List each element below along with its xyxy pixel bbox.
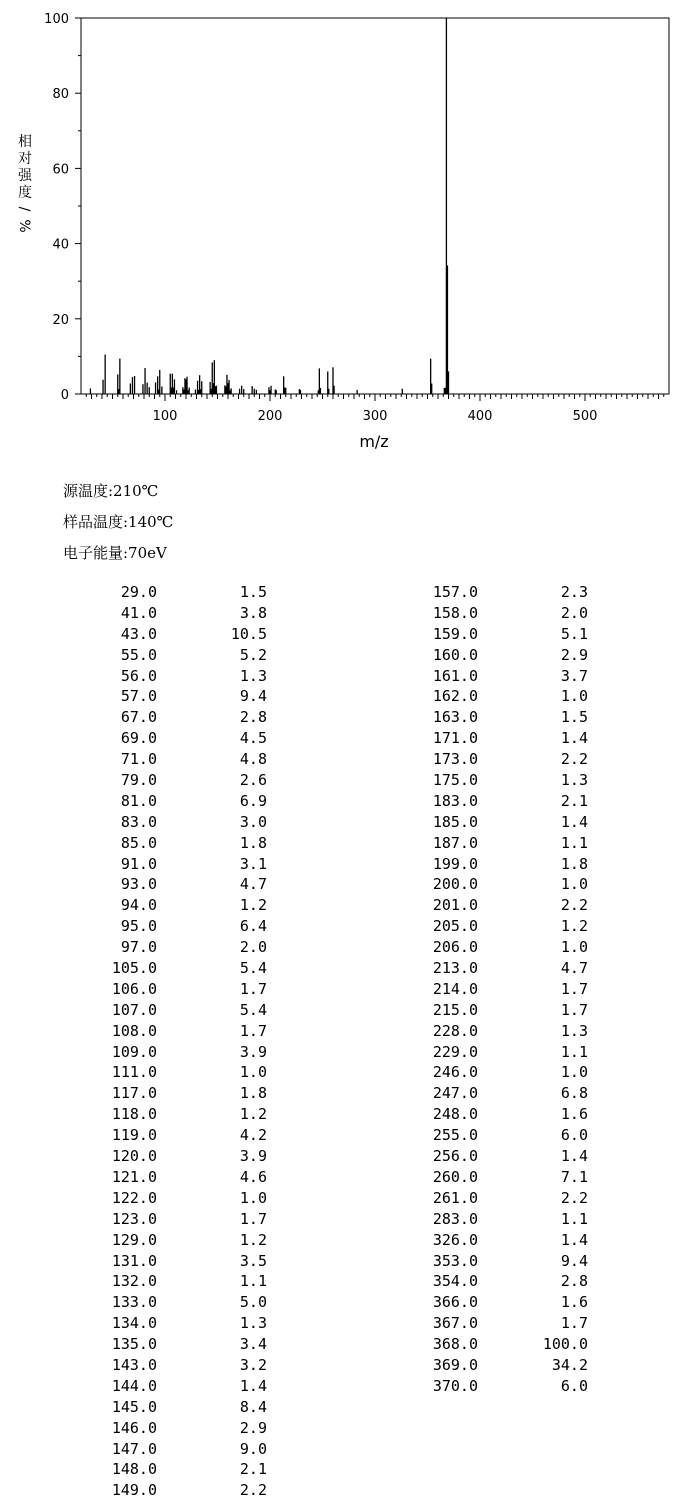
- mz-value: 43.0: [120, 624, 157, 643]
- intensity-value: 1.3: [239, 1314, 267, 1333]
- table-row: [422, 1230, 588, 1251]
- mz-value: 91.0: [120, 854, 157, 873]
- table-row: [422, 728, 588, 749]
- intensity-value: 6.0: [560, 1376, 588, 1395]
- table-row: [101, 854, 267, 875]
- intensity-value: 1.3: [239, 666, 267, 685]
- mz-value: 29.0: [120, 583, 157, 601]
- table-row: [101, 791, 267, 812]
- mz-value: 173.0: [432, 750, 478, 769]
- table-row: [101, 666, 267, 687]
- intensity-value: 2.0: [560, 603, 588, 622]
- intensity-value: 1.2: [239, 1230, 267, 1249]
- intensity-value: 9.4: [560, 1251, 588, 1270]
- table-row: [101, 1439, 267, 1460]
- mz-value: 206.0: [432, 938, 478, 957]
- mz-value: 171.0: [432, 729, 478, 748]
- table-row: [101, 1021, 267, 1042]
- table-row: [422, 645, 588, 666]
- mz-value: 56.0: [120, 666, 157, 685]
- table-row: [101, 770, 267, 791]
- x-tick-label: 200: [257, 409, 283, 424]
- intensity-value: 3.9: [239, 1147, 267, 1166]
- intensity-value: 1.7: [239, 979, 267, 998]
- peak-table-right: [422, 582, 588, 1397]
- mz-value: 229.0: [432, 1042, 478, 1061]
- intensity-value: 1.6: [560, 1105, 588, 1124]
- table-row: [422, 895, 588, 916]
- intensity-value: 1.0: [239, 1188, 267, 1207]
- intensity-value: 5.1: [560, 624, 588, 643]
- table-row: [422, 770, 588, 791]
- mz-value: 111.0: [111, 1063, 157, 1082]
- intensity-value: 3.7: [560, 666, 588, 685]
- mz-value: 41.0: [120, 603, 157, 622]
- table-row: [101, 1480, 267, 1501]
- table-row: [422, 1355, 588, 1376]
- intensity-value: 1.7: [560, 1000, 588, 1019]
- mz-value: 326.0: [432, 1230, 478, 1249]
- intensity-value: 6.0: [560, 1126, 588, 1145]
- table-row: [101, 1459, 267, 1480]
- y-axis-label-char: 对: [18, 151, 32, 167]
- y-tick-label: 40: [52, 237, 69, 253]
- table-row: [422, 979, 588, 1000]
- table-row: [101, 958, 267, 979]
- table-row: [422, 1271, 588, 1292]
- table-row: [101, 1083, 267, 1104]
- y-tick-label: 0: [60, 388, 69, 403]
- intensity-value: 1.0: [239, 1063, 267, 1082]
- intensity-value: 1.4: [560, 812, 588, 831]
- table-row: [422, 916, 588, 937]
- table-row: [422, 1188, 588, 1209]
- intensity-value: 4.6: [239, 1167, 267, 1186]
- table-row: [101, 707, 267, 728]
- mz-value: 215.0: [432, 1000, 478, 1019]
- intensity-value: 8.4: [239, 1397, 267, 1416]
- intensity-value: 7.1: [560, 1167, 588, 1186]
- intensity-value: 6.8: [560, 1084, 588, 1103]
- intensity-value: 2.8: [560, 1272, 588, 1291]
- table-row: [422, 1167, 588, 1188]
- y-tick-label: 60: [52, 162, 69, 178]
- mz-value: 366.0: [432, 1293, 478, 1312]
- intensity-value: 6.4: [239, 917, 267, 936]
- table-row: [422, 1334, 588, 1355]
- mz-value: 205.0: [432, 917, 478, 936]
- mz-value: 117.0: [111, 1084, 157, 1103]
- table-row: [101, 582, 267, 603]
- mz-value: 185.0: [432, 812, 478, 831]
- mz-value: 260.0: [432, 1167, 478, 1186]
- sample-temperature: 样品温度:140℃: [63, 513, 174, 531]
- intensity-value: 3.4: [239, 1335, 267, 1354]
- mz-value: 201.0: [432, 896, 478, 915]
- y-axis-label-char: /: [16, 206, 32, 212]
- table-row: [101, 1209, 267, 1230]
- mz-value: 146.0: [111, 1418, 157, 1437]
- mz-value: 69.0: [120, 729, 157, 748]
- table-row: [422, 791, 588, 812]
- mz-value: 159.0: [432, 624, 478, 643]
- table-row: [101, 1042, 267, 1063]
- table-row: [422, 1104, 588, 1125]
- x-tick-label: 300: [362, 409, 388, 424]
- table-row: [101, 895, 267, 916]
- intensity-value: 1.1: [560, 833, 588, 852]
- mz-value: 107.0: [111, 1000, 157, 1019]
- table-row: [422, 1021, 588, 1042]
- table-row: [101, 1230, 267, 1251]
- source-temperature: 源温度:210℃: [63, 482, 159, 500]
- y-axis-label-char: 相: [18, 134, 32, 150]
- y-axis-label: [16, 133, 33, 233]
- intensity-value: 1.8: [560, 854, 588, 873]
- table-row: [101, 937, 267, 958]
- intensity-value: 2.1: [239, 1460, 267, 1479]
- intensity-value: 1.7: [239, 1021, 267, 1040]
- table-row: [422, 812, 588, 833]
- table-row: [101, 1271, 267, 1292]
- mz-value: 261.0: [432, 1188, 478, 1207]
- table-row: [101, 874, 267, 895]
- table-row: [422, 1251, 588, 1272]
- x-axis-label: m/z: [359, 432, 389, 451]
- mz-value: 283.0: [432, 1209, 478, 1228]
- plot-frame: [81, 18, 669, 394]
- mz-value: 163.0: [432, 708, 478, 727]
- mz-value: 121.0: [111, 1167, 157, 1186]
- mz-value: 97.0: [120, 938, 157, 957]
- mz-value: 246.0: [432, 1063, 478, 1082]
- intensity-value: 1.2: [239, 1105, 267, 1124]
- intensity-value: 1.4: [239, 1376, 267, 1395]
- mz-value: 119.0: [111, 1126, 157, 1145]
- electron-energy: 电子能量:70eV: [63, 544, 167, 562]
- table-row: [422, 937, 588, 958]
- intensity-value: 1.4: [560, 729, 588, 748]
- table-row: [101, 1167, 267, 1188]
- mz-value: 158.0: [432, 603, 478, 622]
- mz-value: 93.0: [120, 875, 157, 894]
- mz-value: 83.0: [120, 812, 157, 831]
- intensity-value: 2.6: [239, 771, 267, 790]
- intensity-value: 2.1: [560, 791, 588, 810]
- intensity-value: 2.9: [560, 645, 588, 664]
- intensity-value: 1.4: [560, 1230, 588, 1249]
- intensity-value: 4.7: [239, 875, 267, 894]
- table-row: [422, 874, 588, 895]
- intensity-value: 3.0: [239, 812, 267, 831]
- table-row: [101, 1313, 267, 1334]
- table-row: [422, 1313, 588, 1334]
- table-row: [101, 1418, 267, 1439]
- mz-value: 147.0: [111, 1439, 157, 1458]
- table-row: [101, 1188, 267, 1209]
- intensity-value: 1.6: [560, 1293, 588, 1312]
- table-row: [101, 1355, 267, 1376]
- x-tick-label: 100: [152, 409, 178, 424]
- intensity-value: 2.2: [239, 1481, 267, 1500]
- intensity-value: 2.0: [239, 938, 267, 957]
- spectrum-peaks: [90, 18, 448, 394]
- intensity-value: 10.5: [230, 624, 267, 643]
- table-row: [101, 1062, 267, 1083]
- intensity-value: 2.2: [560, 750, 588, 769]
- table-row: [422, 1209, 588, 1230]
- mz-value: 145.0: [111, 1397, 157, 1416]
- mz-value: 199.0: [432, 854, 478, 873]
- table-row: [101, 686, 267, 707]
- intensity-value: 1.7: [239, 1209, 267, 1228]
- mz-value: 213.0: [432, 959, 478, 978]
- table-row: [101, 1376, 267, 1397]
- intensity-value: 1.2: [239, 896, 267, 915]
- mz-value: 122.0: [111, 1188, 157, 1207]
- intensity-value: 3.2: [239, 1355, 267, 1374]
- intensity-value: 100.0: [542, 1335, 588, 1354]
- table-row: [422, 1146, 588, 1167]
- mz-value: 255.0: [432, 1126, 478, 1145]
- mz-value: 369.0: [432, 1355, 478, 1374]
- intensity-value: 2.9: [239, 1418, 267, 1437]
- mz-value: 149.0: [111, 1481, 157, 1500]
- mz-value: 367.0: [432, 1314, 478, 1333]
- mass-spectrum-chart: [0, 0, 687, 460]
- y-axis-label-char: %: [16, 219, 32, 233]
- intensity-value: 1.8: [239, 1084, 267, 1103]
- mz-value: 183.0: [432, 791, 478, 810]
- mz-value: 71.0: [120, 750, 157, 769]
- mz-value: 129.0: [111, 1230, 157, 1249]
- intensity-value: 1.2: [560, 917, 588, 936]
- mz-value: 162.0: [432, 687, 478, 706]
- intensity-value: 1.3: [560, 1021, 588, 1040]
- intensity-value: 4.2: [239, 1126, 267, 1145]
- intensity-value: 3.9: [239, 1042, 267, 1061]
- mz-value: 85.0: [120, 833, 157, 852]
- mz-value: 353.0: [432, 1251, 478, 1270]
- intensity-value: 3.5: [239, 1251, 267, 1270]
- mz-value: 120.0: [111, 1147, 157, 1166]
- mz-value: 94.0: [120, 896, 157, 915]
- mz-value: 144.0: [111, 1376, 157, 1395]
- x-tick-label: 400: [467, 409, 493, 424]
- intensity-value: 3.8: [239, 603, 267, 622]
- mz-value: 57.0: [120, 687, 157, 706]
- table-row: [101, 603, 267, 624]
- table-row: [101, 1334, 267, 1355]
- mz-value: 228.0: [432, 1021, 478, 1040]
- y-axis: [44, 12, 81, 403]
- intensity-value: 5.2: [239, 645, 267, 664]
- table-row: [101, 1146, 267, 1167]
- mz-value: 143.0: [111, 1355, 157, 1374]
- mz-value: 160.0: [432, 645, 478, 664]
- mz-value: 55.0: [120, 645, 157, 664]
- intensity-value: 34.2: [551, 1355, 588, 1374]
- table-row: [422, 1292, 588, 1313]
- table-row: [422, 1376, 588, 1397]
- table-row: [101, 1104, 267, 1125]
- table-row: [101, 728, 267, 749]
- y-tick-label: 20: [52, 312, 69, 328]
- mz-value: 105.0: [111, 959, 157, 978]
- y-tick-label: 100: [44, 12, 69, 27]
- mz-value: 67.0: [120, 708, 157, 727]
- mz-value: 248.0: [432, 1105, 478, 1124]
- table-row: [101, 624, 267, 645]
- intensity-value: 4.8: [239, 750, 267, 769]
- mz-value: 161.0: [432, 666, 478, 685]
- intensity-value: 1.5: [239, 583, 267, 601]
- intensity-value: 2.2: [560, 896, 588, 915]
- intensity-value: 1.0: [560, 938, 588, 957]
- table-row: [101, 1125, 267, 1146]
- intensity-value: 5.4: [239, 1000, 267, 1019]
- mz-value: 133.0: [111, 1293, 157, 1312]
- intensity-value: 1.0: [560, 875, 588, 894]
- table-row: [422, 1125, 588, 1146]
- intensity-value: 2.2: [560, 1188, 588, 1207]
- intensity-value: 1.3: [560, 771, 588, 790]
- mz-value: 109.0: [111, 1042, 157, 1061]
- mz-value: 81.0: [120, 791, 157, 810]
- intensity-value: 6.9: [239, 791, 267, 810]
- intensity-value: 9.0: [239, 1439, 267, 1458]
- peak-table-left: [101, 582, 267, 1501]
- table-row: [101, 979, 267, 1000]
- intensity-value: 2.8: [239, 708, 267, 727]
- table-row: [101, 749, 267, 770]
- table-row: [422, 624, 588, 645]
- mz-value: 256.0: [432, 1147, 478, 1166]
- intensity-value: 1.1: [560, 1042, 588, 1061]
- table-row: [422, 707, 588, 728]
- table-row: [101, 1251, 267, 1272]
- mz-value: 247.0: [432, 1084, 478, 1103]
- table-row: [422, 666, 588, 687]
- table-row: [422, 854, 588, 875]
- intensity-value: 1.8: [239, 833, 267, 852]
- table-row: [422, 582, 588, 603]
- y-axis-label-char: 强: [18, 168, 32, 184]
- intensity-value: 1.7: [560, 979, 588, 998]
- intensity-value: 3.1: [239, 854, 267, 873]
- table-row: [422, 833, 588, 854]
- table-row: [422, 958, 588, 979]
- intensity-value: 5.4: [239, 959, 267, 978]
- table-row: [101, 1000, 267, 1021]
- intensity-value: 5.0: [239, 1293, 267, 1312]
- intensity-value: 1.0: [560, 1063, 588, 1082]
- table-row: [101, 1292, 267, 1313]
- mz-value: 148.0: [111, 1460, 157, 1479]
- mz-value: 157.0: [432, 583, 478, 601]
- y-tick-label: 80: [52, 87, 69, 103]
- mz-value: 368.0: [432, 1335, 478, 1354]
- table-row: [422, 1062, 588, 1083]
- intensity-value: 4.5: [239, 729, 267, 748]
- table-row: [101, 916, 267, 937]
- x-axis: [86, 394, 664, 424]
- table-row: [101, 1397, 267, 1418]
- table-row: [422, 1083, 588, 1104]
- intensity-value: 1.5: [560, 708, 588, 727]
- intensity-value: 1.7: [560, 1314, 588, 1333]
- mz-value: 79.0: [120, 771, 157, 790]
- table-row: [422, 603, 588, 624]
- mz-value: 106.0: [111, 979, 157, 998]
- intensity-value: 1.1: [560, 1209, 588, 1228]
- mz-value: 108.0: [111, 1021, 157, 1040]
- x-tick-label: 500: [572, 409, 598, 424]
- table-row: [422, 749, 588, 770]
- intensity-value: 1.4: [560, 1147, 588, 1166]
- mz-value: 132.0: [111, 1272, 157, 1291]
- mz-value: 175.0: [432, 771, 478, 790]
- mz-value: 200.0: [432, 875, 478, 894]
- mz-value: 118.0: [111, 1105, 157, 1124]
- y-axis-label-char: 度: [18, 185, 32, 201]
- intensity-value: 1.0: [560, 687, 588, 706]
- table-row: [422, 1000, 588, 1021]
- intensity-value: 1.1: [239, 1272, 267, 1291]
- table-row: [422, 686, 588, 707]
- table-row: [101, 645, 267, 666]
- mz-value: 214.0: [432, 979, 478, 998]
- intensity-value: 9.4: [239, 687, 267, 706]
- mz-value: 134.0: [111, 1314, 157, 1333]
- mz-value: 354.0: [432, 1272, 478, 1291]
- mz-value: 370.0: [432, 1376, 478, 1395]
- mz-value: 187.0: [432, 833, 478, 852]
- mz-value: 131.0: [111, 1251, 157, 1270]
- table-row: [101, 833, 267, 854]
- table-row: [101, 812, 267, 833]
- intensity-value: 4.7: [560, 959, 588, 978]
- table-row: [422, 1042, 588, 1063]
- intensity-value: 2.3: [560, 583, 588, 601]
- mz-value: 135.0: [111, 1335, 157, 1354]
- mz-value: 95.0: [120, 917, 157, 936]
- mz-value: 123.0: [111, 1209, 157, 1228]
